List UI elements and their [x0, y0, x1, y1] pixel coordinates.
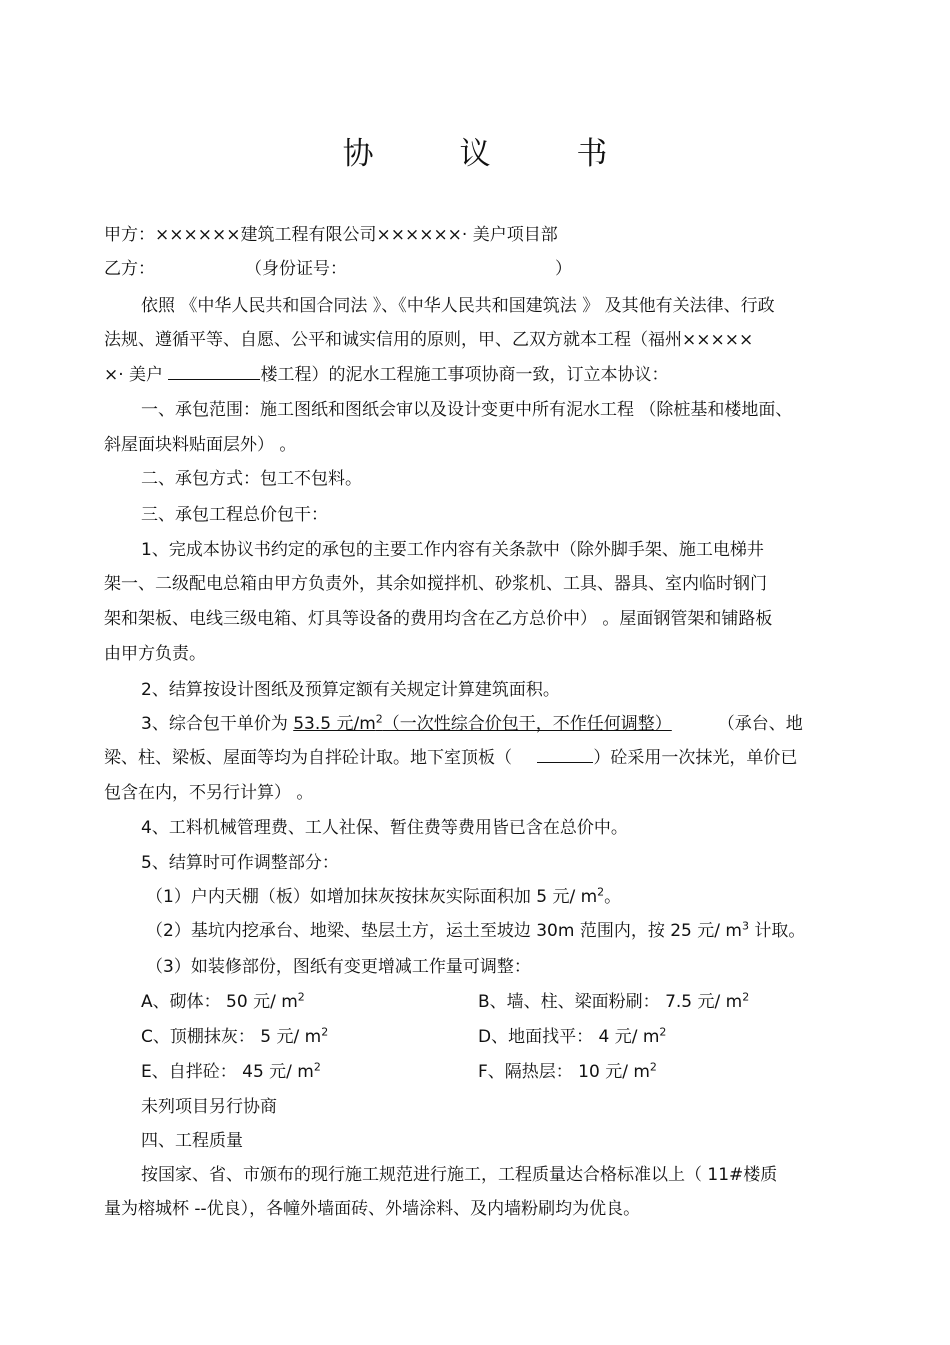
party-b-id-close: ）	[555, 259, 572, 279]
item4: 4、工料机械管理费、工人社保、暂住费等费用皆已含在总价中。	[141, 818, 628, 838]
quality-line-2: 量为榕城杯 --优良），各幢外墙面砖、外墙涂料、及内墙粉刷均为优良。	[104, 1199, 641, 1219]
rate-f-sup: 2	[649, 1060, 657, 1074]
rate-b	[478, 992, 749, 1012]
item3-prefix: 3、综合包干单价为	[141, 714, 294, 734]
party-b-label: 乙方：	[104, 259, 155, 279]
item3-line-2b: ）砼采用一次抹光，单价已	[593, 748, 798, 768]
adjust-1	[146, 887, 621, 907]
adjust-2-end: 计取。	[748, 921, 806, 941]
adjust-2	[146, 921, 805, 941]
item3-line-1	[141, 714, 803, 734]
rate-b-text: B、墙、柱、梁面粉刷： 7.5 元/ m	[478, 992, 743, 1012]
unit-price	[293, 714, 718, 734]
item2: 2、结算按设计图纸及预算定额有关规定计算建筑面积。	[141, 680, 560, 700]
rate-a	[141, 992, 305, 1012]
unlisted-items: 未列项目另行协商	[141, 1097, 277, 1117]
scope-line-2: 斜屋面块料贴面层外） 。	[104, 435, 297, 455]
unit-price-note: （一次性综合价包干，不作任何调整）	[382, 714, 672, 734]
adjust-2-sup: 3	[741, 919, 749, 933]
unit-price-value: 53.5 元/m	[293, 714, 376, 734]
item1-line-2: 架一、二级配电总箱由甲方负责外，其余如搅拌机、砂浆机、工具、器具、室内临时钢门	[104, 574, 767, 594]
item5: 5、结算时可作调整部分：	[141, 853, 339, 873]
rate-b-sup: 2	[742, 990, 750, 1004]
quality-heading: 四、工程质量	[141, 1131, 243, 1151]
intro-line-1: 依照 《中华人民共和国合同法 》、《中华人民共和国建筑法 》 及其他有关法律、行政	[141, 296, 775, 316]
roof-slab-blank	[537, 748, 593, 763]
item3-line-3: 包含在内，不另行计算） 。	[104, 783, 314, 803]
adjust-3: （3）如装修部份，图纸有变更增减工作量可调整：	[146, 957, 531, 977]
rate-c-sup: 2	[321, 1025, 329, 1039]
rate-e-text: E、自拌砼： 45 元/ m	[141, 1062, 314, 1082]
contract-mode: 二、承包方式：包工不包料。	[141, 469, 362, 489]
rate-f-text: F、隔热层： 10 元/ m	[478, 1062, 650, 1082]
rate-a-sup: 2	[297, 990, 305, 1004]
item1-line-3: 架和架板、电线三级电箱、灯具等设备的费用均含在乙方总价中） 。屋面钢管架和铺路板	[104, 609, 773, 629]
adjust-1-text: （1）户内天棚（板）如增加抹灰按抹灰实际面积加 5 元/ m	[146, 887, 598, 907]
rate-a-text: A、砌体： 50 元/ m	[141, 992, 298, 1012]
intro-line-3b: 楼工程）的泥水工程施工事项协商一致，订立本协议：	[260, 365, 669, 385]
party-a: 甲方：××××××建筑工程有限公司××××××· 美户项目部	[104, 225, 558, 245]
intro-line-3a: ×· 美户	[104, 365, 169, 385]
adjust-1-sup: 2	[597, 885, 605, 899]
rate-f	[478, 1062, 657, 1082]
party-b-id-label: （身份证号：	[245, 259, 347, 279]
intro-line-3	[104, 365, 668, 385]
document-title: 协 议 书	[342, 136, 646, 172]
item3-line-2a: 梁、柱、梁板、屋面等均为自拌砼计取。地下室顶板（	[104, 748, 518, 768]
scope-line-1: 一、承包范围：施工图纸和图纸会审以及设计变更中所有泥水工程 （除桩基和楼地面、	[141, 400, 793, 420]
rate-e-sup: 2	[313, 1060, 321, 1074]
party-b	[104, 259, 572, 279]
quality-line-1: 按国家、省、市颁布的现行施工规范进行施工，工程质量达合格标准以上（ 11#楼质	[141, 1165, 778, 1185]
intro-line-2: 法规、遵循平等、自愿、公平和诚实信用的原则，甲、乙双方就本工程（福州×××××	[104, 330, 754, 350]
item3-suffix: （承台、地	[717, 714, 803, 734]
rate-e	[141, 1062, 321, 1082]
rate-d	[478, 1027, 666, 1047]
rate-c-text: C、顶棚抹灰： 5 元/ m	[141, 1027, 322, 1047]
adjust-1-end: 。	[604, 887, 622, 907]
rate-d-sup: 2	[659, 1025, 667, 1039]
item3-line-2	[104, 748, 797, 768]
rate-c	[141, 1027, 328, 1047]
adjust-2-text: （2）基坑内挖承台、地梁、垫层土方，运土至坡边 30m 范围内，按 25 元/ m	[146, 921, 742, 941]
total-price-heading: 三、承包工程总价包干：	[141, 505, 328, 525]
unit-price-sup: 2	[375, 712, 383, 726]
item1-line-4: 由甲方负责。	[104, 644, 206, 664]
rate-d-text: D、地面找平： 4 元/ m	[478, 1027, 660, 1047]
building-number-blank	[168, 365, 260, 380]
item1-line-1: 1、完成本协议书约定的承包的主要工作内容有关条款中（除外脚手架、施工电梯井	[141, 540, 764, 560]
